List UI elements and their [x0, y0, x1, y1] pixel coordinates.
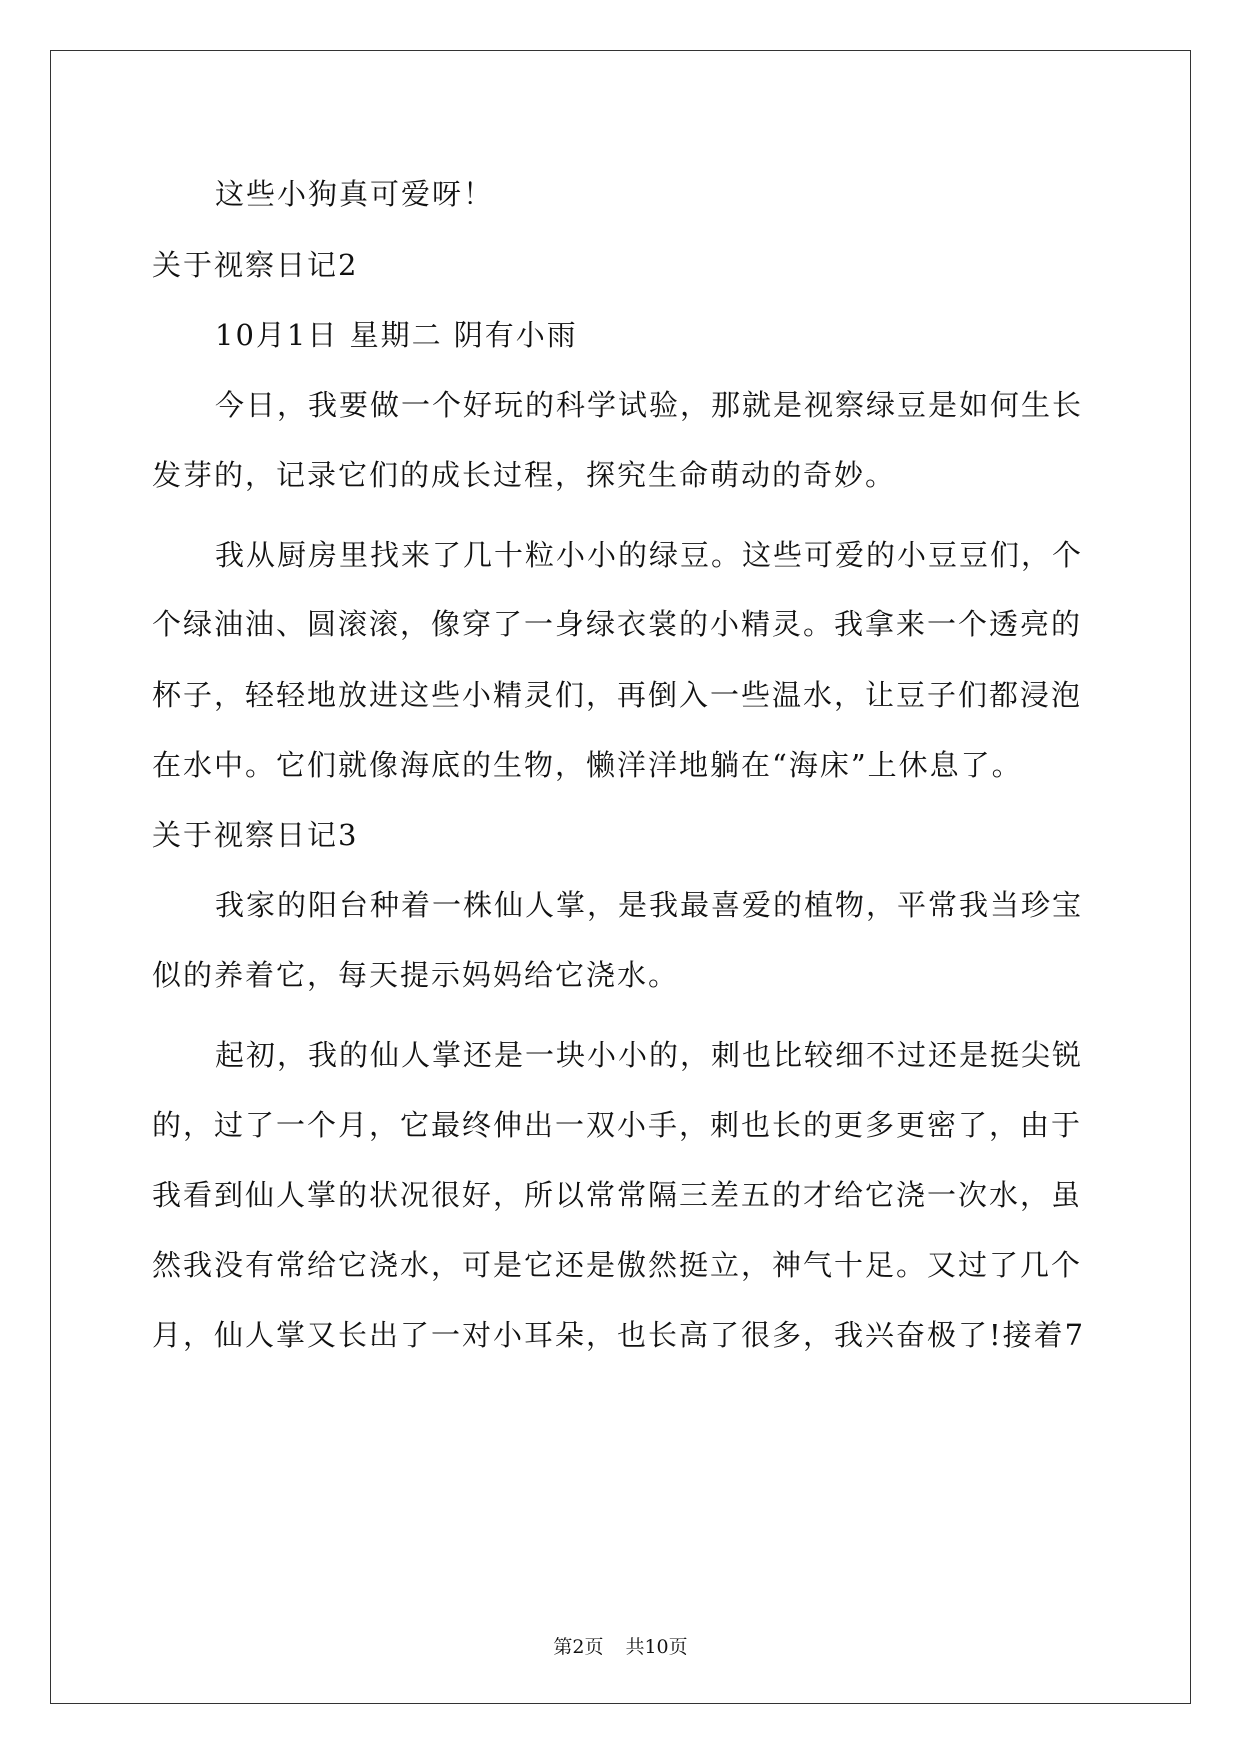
page-number: 第2页: [553, 1636, 604, 1658]
page-border: [50, 50, 1191, 1704]
text-line: 似的养着它，每天提示妈妈给它浇水。: [152, 958, 680, 992]
section-heading: 关于视察日记3: [152, 818, 359, 852]
text-line: 发芽的，记录它们的成长过程，探究生命萌动的奇妙。: [152, 458, 897, 492]
text-line: 今日，我要做一个好玩的科学试验，那就是视察绿豆是如何生长: [215, 388, 1084, 422]
text-line: 我从厨房里找来了几十粒小小的绿豆。这些可爱的小豆豆们，个: [215, 538, 1084, 572]
page-footer: [0, 1632, 1241, 1659]
text-line: 起初，我的仙人掌还是一块小小的，刺也比较细不过还是挺尖锐: [215, 1038, 1084, 1072]
text-line: 个绿油油、圆滚滚，像穿了一身绿衣裳的小精灵。我拿来一个透亮的: [152, 607, 1083, 641]
text-line: 在水中。它们就像海底的生物，懒洋洋地躺在“海床”上休息了。: [152, 748, 1023, 782]
text-line: 杯子，轻轻地放进这些小精灵们，再倒入一些温水，让豆子们都浸泡: [152, 678, 1083, 712]
section-heading: 关于视察日记2: [152, 248, 359, 282]
text-line: 我家的阳台种着一株仙人掌，是我最喜爱的植物，平常我当珍宝: [215, 888, 1084, 922]
text-line: 然我没有常给它浇水，可是它还是傲然挺立，神气十足。又过了几个: [152, 1248, 1083, 1282]
text-line: 我看到仙人掌的状况很好，所以常常隔三差五的才给它浇一次水，虽: [152, 1178, 1083, 1212]
page-total: 共10页: [625, 1636, 688, 1658]
diary-date: 10月1日 星期二 阴有小雨: [215, 318, 578, 352]
text-line: 这些小狗真可爱呀！: [215, 177, 495, 211]
text-line: 月，仙人掌又长出了一对小耳朵，也长高了很多，我兴奋极了!接着7: [152, 1318, 1086, 1352]
text-line: 的，过了一个月，它最终伸出一双小手，刺也长的更多更密了，由于: [152, 1108, 1083, 1142]
